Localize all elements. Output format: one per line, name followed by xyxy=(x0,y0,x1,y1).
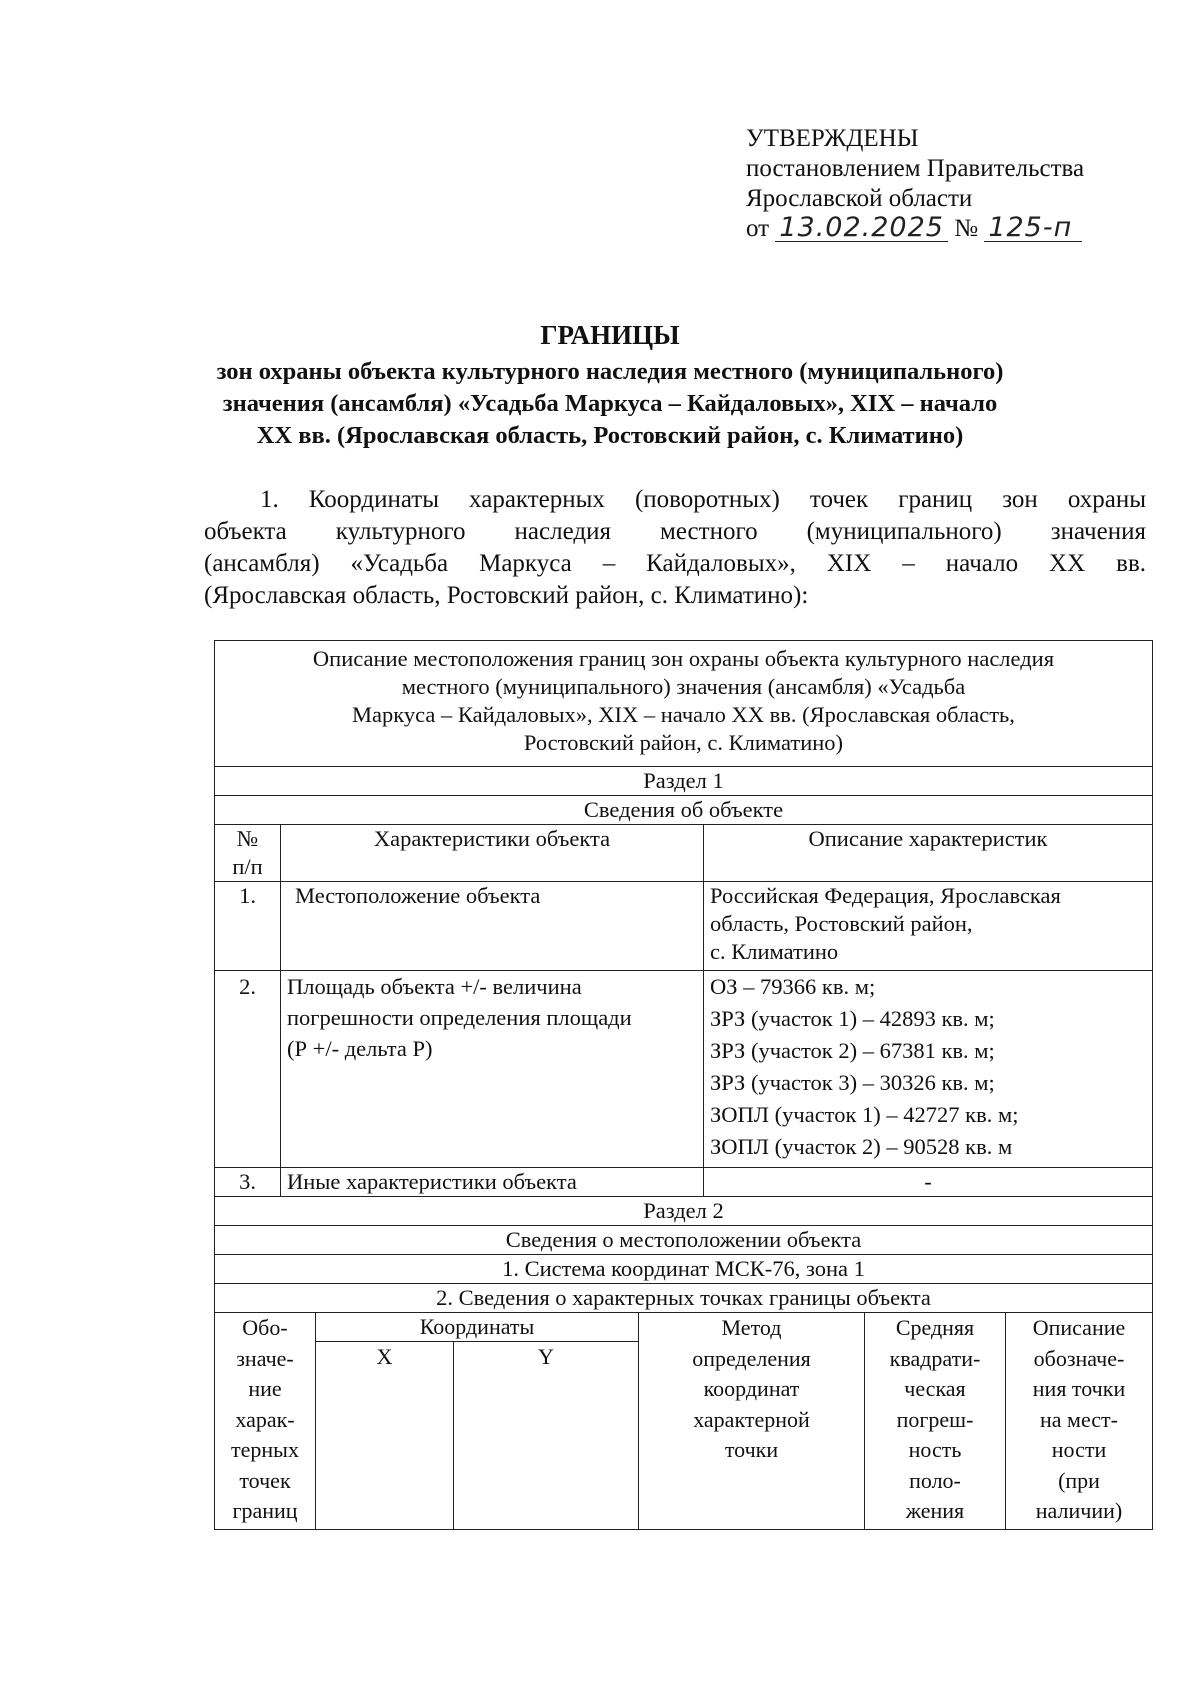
header-line: (при xyxy=(1058,1467,1100,1493)
header-line: Средняя xyxy=(895,1315,975,1340)
header-line: характерной xyxy=(693,1406,810,1432)
intro-line: (ансамбля) «Усадьба Маркуса – Кайдаловых», XIX – начало XX вв. xyxy=(204,550,1146,577)
section-2-title: Сведения о местоположении объекта xyxy=(215,1226,1153,1255)
approval-prefix: от xyxy=(746,215,770,242)
row-characteristic xyxy=(281,882,704,971)
col-method-header xyxy=(639,1313,865,1530)
row-description: - xyxy=(704,1168,1153,1197)
section-row xyxy=(215,1255,1153,1284)
section-row xyxy=(215,796,1153,825)
row-description-line: ЗОПЛ (участок 2) – 90528 кв. м xyxy=(710,1134,1013,1159)
header-line: Метод xyxy=(721,1315,782,1340)
header-line: Обо- xyxy=(242,1315,288,1340)
header-line: значе- xyxy=(236,1345,294,1371)
approval-number: 125-п xyxy=(984,215,1082,242)
row-characteristic xyxy=(281,971,704,1168)
col-number-header xyxy=(215,825,281,882)
header-line: точки xyxy=(724,1437,779,1462)
points-header-row xyxy=(215,1313,1153,1342)
header-line: определения xyxy=(692,1345,811,1371)
col-number-header-line: № xyxy=(236,826,259,851)
object-info-table xyxy=(214,640,1153,1313)
table-row xyxy=(215,1168,1153,1197)
col-characteristics-header: Характеристики объекта xyxy=(281,825,704,882)
table-header-row xyxy=(215,641,1153,767)
row-characteristic: Иные характеристики объекта xyxy=(281,1168,704,1197)
header-line: терных xyxy=(231,1437,299,1462)
col-coordinates-header: Координаты xyxy=(316,1313,639,1342)
row-description-line: ЗРЗ (участок 1) – 42893 кв. м; xyxy=(710,1006,995,1031)
intro-line: 1. Координаты характерных (поворотных) точек границ зон охраны xyxy=(260,486,1146,513)
row-description-line: ОЗ – 79366 кв. м; xyxy=(710,974,876,999)
intro-line: (Ярославская область, Ростовский район, с. Климатино): xyxy=(204,582,809,609)
section-1-label: Раздел 1 xyxy=(215,767,1153,796)
row-description-line: с. Климатино xyxy=(710,939,839,964)
header-line: ческая xyxy=(904,1376,966,1401)
section-row xyxy=(215,1226,1153,1255)
approval-stamp xyxy=(746,124,1084,244)
row-characteristic-line: погрешности определения площади xyxy=(287,1005,632,1030)
header-line: погреш- xyxy=(896,1406,974,1432)
header-line: ности xyxy=(1051,1437,1107,1462)
boundary-description-table xyxy=(214,640,1150,1530)
row-description-line: ЗОПЛ (участок 1) – 42727 кв. м; xyxy=(710,1102,1019,1127)
header-line: точек xyxy=(239,1467,291,1493)
header-line: ность xyxy=(908,1437,962,1462)
approval-line-2: постановлением Правительства xyxy=(746,155,1085,182)
approval-date: 13.02.2025 xyxy=(775,215,948,242)
row-number: 2. xyxy=(215,971,281,1168)
subtitle-line: XX вв. (Ярославская область, Ростовский район, с. Климатино) xyxy=(256,422,964,449)
section-row xyxy=(215,767,1153,796)
coordinate-system: 1. Система координат МСК-76, зона 1 xyxy=(215,1255,1153,1284)
section-row xyxy=(215,1197,1153,1226)
points-title: 2. Сведения о характерных точках границы объекта xyxy=(215,1284,1153,1313)
row-characteristic-line: Площадь объекта +/- величина xyxy=(287,974,582,999)
header-line: на мест- xyxy=(1040,1406,1118,1432)
table-header-cell xyxy=(215,641,1153,767)
header-line: наличии) xyxy=(1035,1498,1123,1523)
header-line: ния точки xyxy=(1032,1376,1126,1401)
col-x-header: X xyxy=(316,1342,454,1530)
column-header-row xyxy=(215,825,1153,882)
header-line: координат xyxy=(703,1376,800,1401)
approval-title: УТВЕРЖДЕНЫ xyxy=(746,125,919,152)
table-header-line: местного (муниципального) значения (ансамбля) «Усадьба xyxy=(401,674,966,699)
row-number: 1. xyxy=(215,882,281,971)
row-description-line: область, Ростовский район, xyxy=(710,911,973,936)
col-description-header: Описание характеристик xyxy=(704,825,1153,882)
approval-number-sign: № xyxy=(954,215,979,242)
row-description-line: ЗРЗ (участок 2) – 67381 кв. м; xyxy=(710,1038,995,1063)
table-row xyxy=(215,971,1153,1168)
row-description-line: Российская Федерация, Ярославская xyxy=(710,883,1061,908)
col-error-header xyxy=(865,1313,1006,1530)
table-header-line: Описание местоположения границ зон охраны объекта культурного наследия xyxy=(312,646,1055,671)
row-description-line: ЗРЗ (участок 3) – 30326 кв. м; xyxy=(710,1070,995,1095)
col-y-header: Y xyxy=(454,1342,639,1530)
header-line: поло- xyxy=(909,1467,961,1493)
row-description xyxy=(704,971,1153,1168)
document-subtitle xyxy=(140,356,1080,452)
document-heading xyxy=(140,316,1080,452)
col-designation-header xyxy=(215,1313,316,1530)
table-row xyxy=(215,882,1153,971)
section-row xyxy=(215,1284,1153,1313)
row-characteristic-line: Местоположение объекта xyxy=(295,883,541,908)
approval-line-3: Ярославской области xyxy=(746,185,973,212)
row-description xyxy=(704,882,1153,971)
points-header-table xyxy=(214,1312,1153,1530)
intro-paragraph xyxy=(204,484,1146,612)
section-2-label: Раздел 2 xyxy=(215,1197,1153,1226)
subtitle-line: зон охраны объекта культурного наследия местного (муниципального) xyxy=(216,358,1004,385)
subtitle-line: значения (ансамбля) «Усадьба Маркуса – Кайдаловых», XIX – начало xyxy=(222,390,998,417)
intro-line: объекта культурного наследия местного (муниципального) значения xyxy=(204,518,1146,545)
col-point-description-header xyxy=(1006,1313,1153,1530)
header-line: жения xyxy=(905,1498,965,1523)
row-characteristic-line: (Р +/- дельта Р) xyxy=(287,1036,433,1061)
col-number-header-line: п/п xyxy=(232,854,263,879)
section-1-title: Сведения об объекте xyxy=(215,796,1153,825)
header-line: квадрати- xyxy=(889,1345,981,1371)
header-line: Описание xyxy=(1032,1315,1126,1340)
header-line: ние xyxy=(248,1376,282,1401)
document-title: ГРАНИЦЫ xyxy=(540,320,680,350)
table-header-line: Маркуса – Кайдаловых», XIX – начало XX вв. (Ярославская область, xyxy=(352,702,1015,727)
header-line: обозначе- xyxy=(1033,1345,1125,1371)
row-number: 3. xyxy=(215,1168,281,1197)
header-line: границ xyxy=(232,1498,298,1523)
approval-date-line xyxy=(746,214,1084,244)
table-header-line: Ростовский район, с. Климатино) xyxy=(523,730,844,755)
header-line: харак- xyxy=(235,1406,295,1432)
